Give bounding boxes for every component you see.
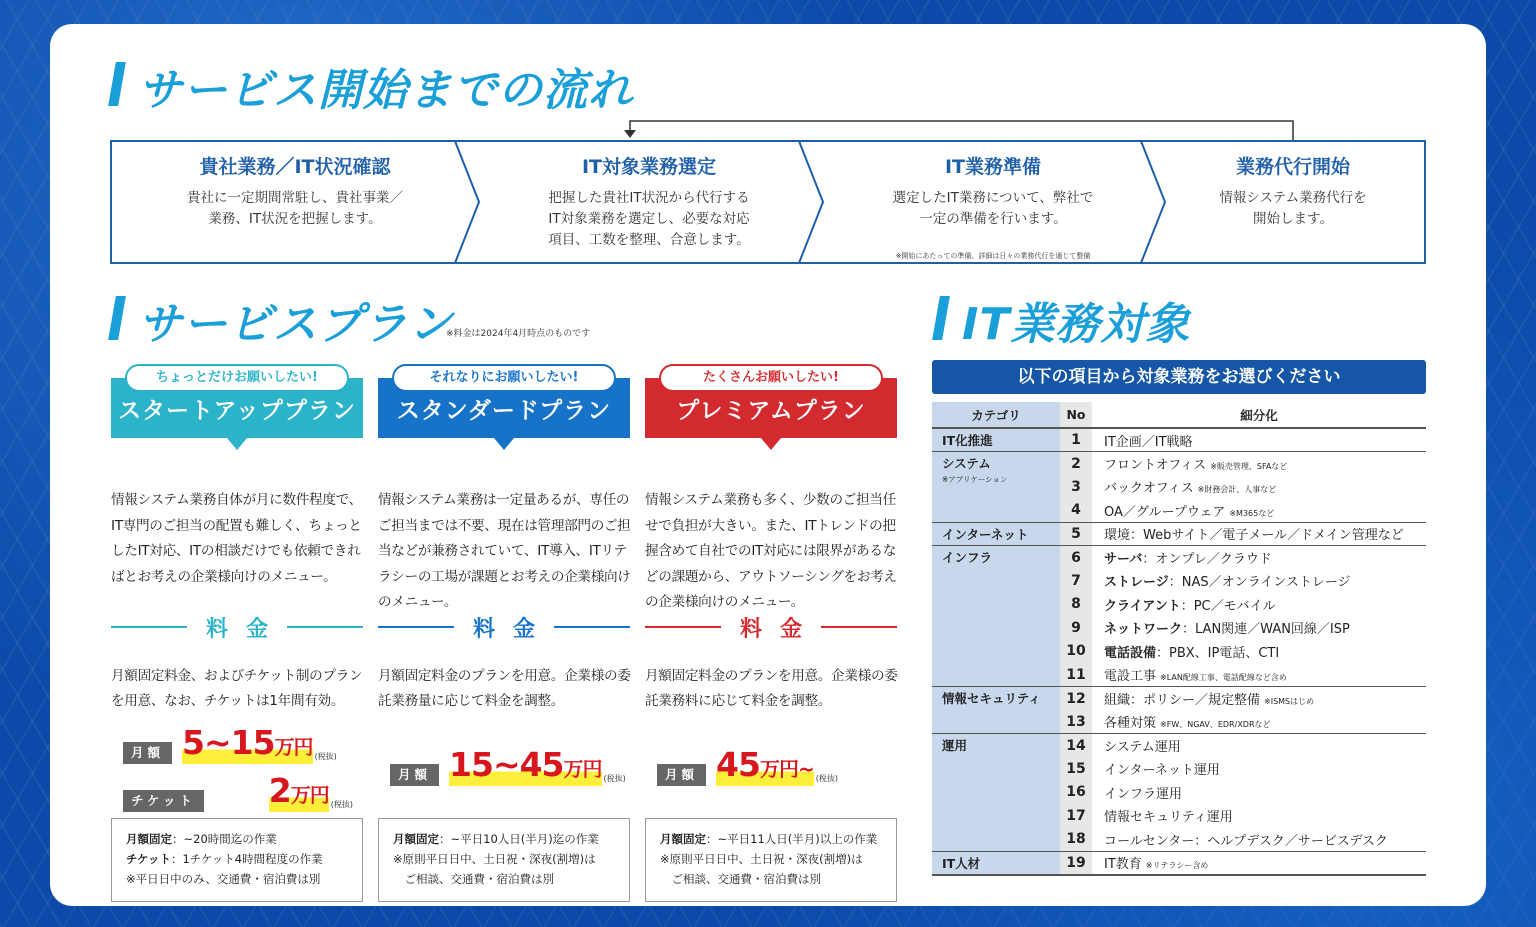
category-cell — [932, 522, 1060, 546]
row-number: 3 — [1060, 475, 1092, 499]
fee-heading: 料金 — [454, 612, 554, 643]
detail-label: クライアント — [1104, 598, 1181, 614]
detail-cell — [1092, 687, 1426, 711]
detail-text: システム運用 — [1104, 740, 1181, 755]
detail-note: ※FW、NGAV、EDR/XDRなど — [1160, 720, 1271, 729]
it-selection-banner: 以下の項目から対象業務をお選びください — [932, 360, 1426, 394]
plan-tagline: それなりにお願いしたい! — [392, 364, 616, 392]
title-accent-bar — [108, 296, 126, 340]
plan-terms — [111, 818, 363, 902]
flow-step — [454, 140, 850, 264]
flow-step-text: 貴社に一定期間常駐し、貴社事業／ 業務、IT状況を把握します。 — [187, 190, 403, 227]
price-tax-note: (税抜) — [314, 752, 337, 761]
row-number: 6 — [1060, 546, 1092, 570]
plan-terms — [645, 818, 897, 902]
detail-cell — [1092, 804, 1426, 828]
plan-term-label: 月額固定 — [660, 832, 706, 846]
row-number: 16 — [1060, 781, 1092, 805]
detail-label: サーバ — [1104, 552, 1143, 567]
plan-card — [645, 364, 898, 886]
detail-cell — [1092, 593, 1426, 617]
header-category: カテゴリ — [932, 402, 1060, 428]
plan-description: 情報システム業務も多く、少数のご担当任せで負担が大きい。また、ITトレンドの把握含めて自社でのIT対応には限界があるなどの課題から、アウトソーシングをお考えの企業様向けのメニュー。 — [645, 492, 897, 610]
plan-pointer — [494, 438, 514, 450]
price-unit: 万円 — [563, 757, 602, 781]
category-label: IT化推進 — [942, 433, 993, 448]
row-number: 18 — [1060, 828, 1092, 852]
plan-term-text: ：~平日10人日(半月)迄の作業 — [439, 832, 599, 846]
plan-term-text: ※原則平日日中、土日祝・深夜(割増)は — [393, 852, 596, 866]
price-tax-note: (税抜) — [603, 774, 626, 783]
table-row — [932, 452, 1426, 476]
plan-term-line — [660, 829, 882, 849]
detail-text: 組織：ポリシー／規定整備 — [1104, 693, 1261, 708]
detail-text: IT教育 — [1104, 857, 1142, 872]
detail-text: フロントオフィス — [1104, 458, 1207, 473]
detail-text: ：LAN関連／WAN回線／ISP — [1182, 622, 1350, 638]
category-label: 情報セキュリティ — [942, 691, 1041, 706]
flow-step-text: 情報システム業務代行を 開始します。 — [1219, 190, 1367, 227]
plan-term-line — [126, 849, 348, 869]
detail-text: 電設工事 — [1104, 669, 1157, 684]
row-number: 5 — [1060, 522, 1092, 546]
row-number: 17 — [1060, 804, 1092, 828]
flow-step — [798, 140, 1194, 264]
plan-term-label: チケット — [126, 852, 171, 866]
price-number: 45 — [716, 745, 760, 784]
flow-return-arrow — [620, 118, 1300, 142]
price-unit: 万円 — [274, 735, 313, 759]
price-unit: 万円 — [290, 783, 329, 807]
detail-cell — [1092, 522, 1426, 546]
row-number: 12 — [1060, 687, 1092, 711]
detail-cell — [1092, 569, 1426, 593]
flow-step-title: IT対象業務選定 — [581, 156, 717, 178]
plan-name: プレミアムプラン — [645, 378, 897, 438]
price-tag: 月額 — [123, 742, 172, 764]
detail-cell — [1092, 616, 1426, 640]
row-number: 1 — [1060, 428, 1092, 452]
plan-name: スタートアッププラン — [111, 378, 363, 438]
detail-cell — [1092, 851, 1426, 875]
row-number: 7 — [1060, 569, 1092, 593]
detail-note: ※LAN配線工事、電話配線など含め — [1160, 673, 1287, 682]
price-row — [123, 771, 353, 812]
plan-term-text: ご相談、交通費・宿泊費は別 — [660, 872, 821, 886]
flow-step-content — [110, 140, 480, 264]
category-cell — [932, 428, 1060, 452]
detail-cell — [1092, 734, 1426, 758]
price-row — [657, 745, 838, 786]
plan-tagline: たくさんお願いしたい! — [659, 364, 883, 392]
flow-step — [110, 140, 506, 264]
plan-term-line — [660, 869, 882, 889]
flow-step — [1140, 140, 1452, 264]
plan-term-line — [660, 849, 882, 869]
detail-note: ※リテラシー含め — [1145, 861, 1209, 870]
detail-text: バックオフィス — [1104, 481, 1194, 497]
category-label: 運用 — [942, 738, 968, 753]
category-cell — [932, 851, 1060, 875]
plan-term-label: 月額固定 — [393, 832, 439, 846]
row-number: 9 — [1060, 616, 1092, 640]
plan-tagline: ちょっとだけお願いしたい! — [125, 364, 349, 392]
row-number: 11 — [1060, 663, 1092, 687]
plan-term-line — [126, 829, 348, 849]
category-cell — [932, 452, 1060, 523]
plan-card — [378, 364, 631, 886]
flow-step-title: IT業務準備 — [944, 156, 1042, 178]
flow-step-title: 貴社業務／IT状況確認 — [199, 156, 391, 178]
price-tax-note: (税抜) — [330, 800, 353, 809]
plan-term-text: ：~平日11人日(半月)以上の作業 — [706, 832, 878, 846]
fee-description: 月額固定料金、およびチケット制のプランを用意、なお、チケットは1年間有効。 — [111, 668, 363, 709]
plan-term-line — [393, 869, 615, 889]
category-cell — [932, 687, 1060, 734]
category-cell — [932, 734, 1060, 852]
fee-heading: 料金 — [187, 612, 287, 643]
price-value — [716, 745, 814, 786]
detail-text: インフラ運用 — [1104, 786, 1183, 802]
plan-term-label: 月額固定 — [126, 832, 172, 846]
price-tag: 月額 — [390, 764, 439, 786]
category-label: インフラ — [942, 550, 993, 565]
plan-header — [111, 364, 363, 442]
plan-price-note: ※料金は2024年4月時点のものです — [446, 329, 591, 339]
title-accent-bar — [932, 296, 950, 340]
it-task-table — [932, 402, 1426, 876]
price-row — [123, 723, 337, 764]
plan-description: 情報システム業務は一定量あるが、専任のご担当までは不要、現在は管理部門のご担当などが兼務されていて、IT導入、ITリテラシーの工場が課題とお考えの企業様向けのメニュー。 — [378, 492, 631, 610]
row-number: 4 — [1060, 499, 1092, 523]
category-cell — [932, 546, 1060, 687]
detail-cell — [1092, 452, 1426, 476]
plan-term-text: ：1チケット4時間程度の作業 — [170, 852, 323, 866]
detail-text: ：オンプレ／クラウド — [1142, 552, 1272, 567]
detail-cell — [1092, 757, 1426, 781]
row-number: 19 — [1060, 851, 1092, 875]
plan-term-text: ※原則平日日中、土日祝・深夜(割増)は — [660, 852, 863, 866]
flow-step-content — [474, 140, 824, 264]
category-label: システム — [942, 456, 991, 471]
plan-card — [111, 364, 363, 886]
plan-section-title: サービスプラン — [138, 299, 453, 350]
price-value — [449, 745, 602, 786]
detail-text: ：PC／モバイル — [1180, 598, 1276, 614]
detail-cell — [1092, 663, 1426, 687]
detail-cell — [1092, 828, 1426, 852]
detail-note: ※M365など — [1229, 508, 1275, 518]
fee-heading: 料金 — [721, 612, 821, 643]
detail-text: 各種対策 — [1104, 716, 1157, 731]
row-number: 15 — [1060, 757, 1092, 781]
flow-step-text: 把握した貴社IT状況から代行する IT対象業務を選定し、必要な対応 項目、工数を整理、合意します。 — [548, 190, 750, 248]
price-unit: 万円~ — [759, 757, 814, 781]
price-tag: 月額 — [657, 764, 706, 786]
plan-term-line — [393, 829, 615, 849]
detail-text: ：PBX、IP電話、CTI — [1156, 645, 1280, 661]
table-row — [932, 687, 1426, 711]
title-accent-bar — [108, 62, 126, 106]
flow-step-text: 選定したIT業務について、弊社で 一定の準備を行います。 — [892, 190, 1094, 227]
plan-term-text: ※平日日中のみ、交通費・宿泊費は別 — [126, 872, 321, 886]
price-value — [182, 723, 313, 764]
detail-note: ※ISMSはじめ — [1264, 697, 1315, 706]
flow-section-title: サービス開始までの流れ — [138, 65, 633, 116]
plan-header — [645, 364, 897, 442]
table-row — [932, 851, 1426, 875]
detail-cell — [1092, 428, 1426, 452]
price-tag: チケット — [123, 790, 204, 812]
flow-step-content — [1160, 140, 1426, 264]
price-number: 2 — [268, 771, 291, 810]
plan-description: 情報システム業務自体が月に数件程度で、IT専門のご担当の配置も難しく、ちょっとしたIT対応、ITの相談だけでも依頼できればとお考えの企業様向けのメニュー。 — [111, 492, 362, 585]
plan-pointer — [761, 438, 781, 450]
price-value — [268, 771, 329, 812]
detail-text: OA／グループウェア — [1104, 504, 1226, 520]
flow-step-content — [818, 140, 1168, 264]
fee-description: 月額固定料金のプランを用意。企業様の委託業務料に応じて料金を調整。 — [645, 668, 898, 709]
header-no: No — [1060, 402, 1092, 428]
plan-header — [378, 364, 630, 442]
detail-cell — [1092, 546, 1426, 570]
it-section-title: IT業務対象 — [962, 299, 1191, 350]
plan-pointer — [227, 438, 247, 450]
detail-text: 環境：Webサイト／電子メール／ドメイン管理など — [1104, 528, 1404, 544]
detail-cell — [1092, 710, 1426, 734]
fee-description: 月額固定料金のプランを用意。企業様の委託業務量に応じて料金を調整。 — [378, 668, 631, 709]
price-row — [390, 745, 626, 786]
row-number: 8 — [1060, 593, 1092, 617]
table-row — [932, 546, 1426, 570]
plan-terms — [378, 818, 630, 902]
plan-name: スタンダードプラン — [378, 378, 630, 438]
detail-text: インターネット運用 — [1104, 763, 1220, 779]
table-row — [932, 428, 1426, 452]
detail-note: ※販売管理、SFAなど — [1210, 462, 1288, 471]
detail-cell — [1092, 640, 1426, 664]
row-number: 2 — [1060, 452, 1092, 476]
flow-step-title: 業務代行開始 — [1235, 156, 1350, 178]
table-row — [932, 734, 1426, 758]
flow-step-note: ※開始にあたっての準備、詳細は日々の業務代行を通じて整備 — [895, 252, 1091, 260]
price-number: 15~45 — [449, 745, 564, 784]
price-number: 5~15 — [182, 723, 275, 762]
price-tax-note: (税抜) — [815, 774, 838, 783]
detail-cell — [1092, 475, 1426, 499]
detail-cell — [1092, 781, 1426, 805]
table-row — [932, 522, 1426, 546]
detail-text: ：NAS／オンラインストレージ — [1168, 575, 1351, 591]
header-detail: 細分化 — [1092, 402, 1426, 428]
detail-note: ※財務会計、人事など — [1197, 485, 1277, 495]
detail-text: コールセンター：ヘルプデスク／サービスデスク — [1104, 833, 1388, 849]
detail-cell — [1092, 499, 1426, 523]
detail-text: 情報セキュリティ運用 — [1104, 810, 1233, 826]
content-card — [50, 24, 1486, 906]
category-label: インターネット — [942, 526, 1029, 542]
category-sub: ※アプリケーション — [942, 475, 1008, 484]
plan-term-line — [126, 869, 348, 889]
detail-text: IT企画／IT戦略 — [1104, 434, 1193, 450]
category-label: IT人材 — [942, 855, 981, 871]
plan-term-text: ：~20時間迄の作業 — [172, 832, 277, 846]
row-number: 13 — [1060, 710, 1092, 734]
detail-label: ネットワーク — [1104, 622, 1183, 638]
row-number: 10 — [1060, 640, 1092, 664]
plan-term-text: ご相談、交通費・宿泊費は別 — [393, 872, 554, 886]
plan-term-line — [393, 849, 615, 869]
detail-label: 電話設備 — [1104, 645, 1157, 661]
row-number: 14 — [1060, 734, 1092, 758]
detail-label: ストレージ — [1104, 575, 1169, 591]
